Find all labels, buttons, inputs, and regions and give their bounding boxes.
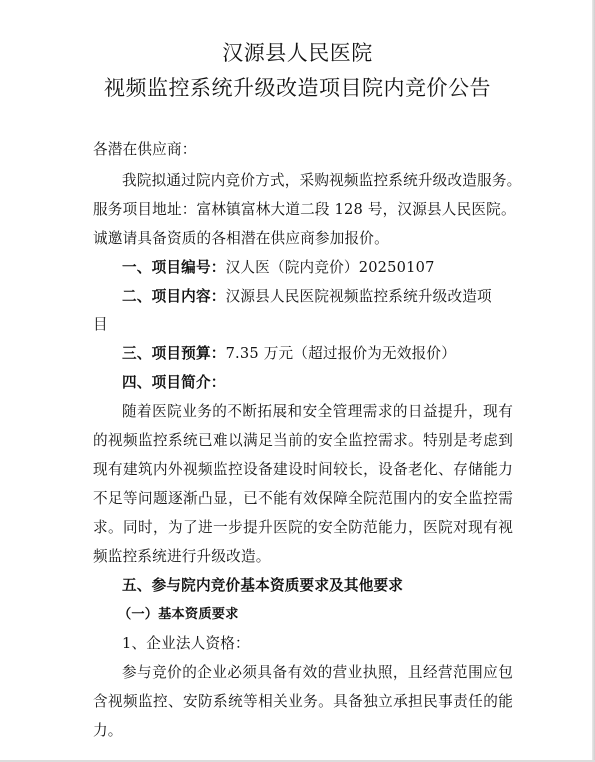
summary-line-4: 不足等问题逐渐凸显，已不能有效保障全院范围内的安全监控需 xyxy=(93,490,513,507)
req-para-line-2: 含视频监控、安防系统等相关业务。具备独立承担民事责任的能 xyxy=(93,693,513,710)
req-para-line-1: 参与竞价的企业必须具备有效的营业执照，且经营范围应包 xyxy=(122,664,513,681)
item-project-number xyxy=(122,256,435,277)
item-project-number-value: 汉人医（院内竞价）20250107 xyxy=(225,259,435,276)
summary-line-1: 随着医院业务的不断拓展和安全管理需求的日益提升，现有 xyxy=(122,403,513,420)
item-project-content xyxy=(122,285,492,306)
title-hospital: 汉源县人民医院 xyxy=(222,41,373,65)
intro-line-2: 服务项目地址：富林镇富林大道二段 128 号，汉源县人民医院。 xyxy=(93,201,516,218)
item-project-content-cont: 目 xyxy=(93,316,108,333)
item-project-number-label: 一、项目编号： xyxy=(122,259,226,276)
item-project-budget-label: 三、项目预算： xyxy=(122,345,226,362)
item-project-content-label: 二、项目内容： xyxy=(122,288,226,305)
title-project: 视频监控系统升级改造项目院内竞价公告 xyxy=(104,76,491,100)
item-qualification-heading: 五、参与院内竞价基本资质要求及其他要求 xyxy=(122,577,404,594)
greeting: 各潜在供应商： xyxy=(93,141,197,158)
intro-line-3: 诚邀请具备资质的各相潜在供应商参加报价。 xyxy=(93,230,389,247)
item-project-summary: 四、项目简介： xyxy=(122,374,226,391)
item-project-budget xyxy=(122,342,456,363)
summary-line-2: 的视频监控系统已难以满足当前的安全监控需求。特别是考虑到 xyxy=(93,432,513,449)
req-legal-entity: 1、企业法人资格： xyxy=(122,635,250,652)
intro-line-1: 我院拟通过院内竞价方式，采购视频监控系统升级改造服务。 xyxy=(122,172,522,189)
summary-line-3: 现有建筑内外视频监控设备建设时间较长，设备老化、存储能力 xyxy=(93,461,513,478)
summary-line-6: 频监控系统进行升级改造。 xyxy=(93,548,271,565)
item-project-content-value: 汉源县人民医院视频监控系统升级改造项 xyxy=(225,288,492,305)
summary-line-5: 求。同时，为了进一步提升医院的安全防范能力，医院对现有视 xyxy=(93,519,513,536)
req-para-line-3: 力。 xyxy=(93,722,123,739)
sub-basic-qualification: （一）基本资质要求 xyxy=(118,607,239,622)
item-project-budget-value: 7.35 万元（超过报价为无效报价） xyxy=(225,345,457,362)
